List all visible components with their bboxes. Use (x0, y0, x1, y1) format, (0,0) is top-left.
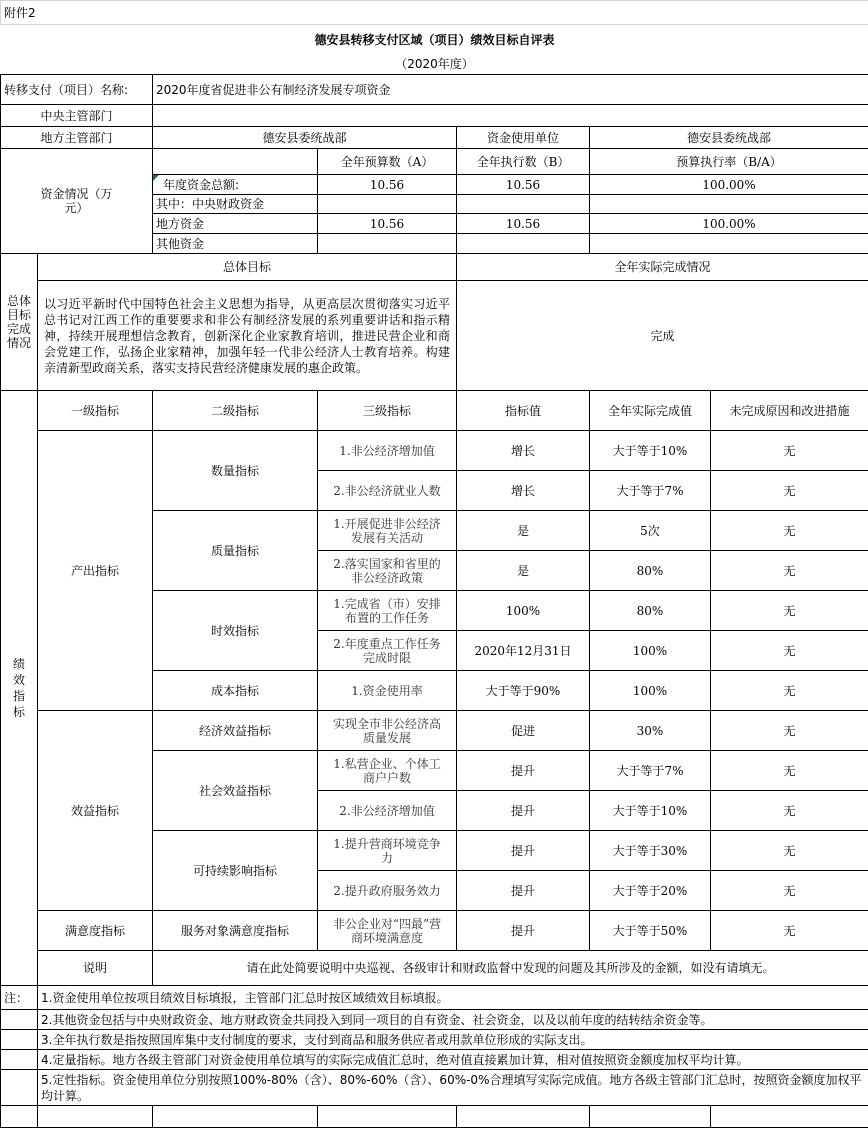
fund-unit-value: 德安县委统战部 (590, 127, 868, 149)
indicator-level3: 2.落实国家和省里的非公经济政策 (318, 551, 457, 591)
indicator-level3: 1.非公经济增加值 (318, 431, 457, 471)
indicator-target: 增长 (457, 471, 590, 511)
indicator-actual: 30% (590, 711, 711, 751)
funds-row-rate: 100.00% (590, 175, 868, 195)
indicator-level3: 2.非公经济就业人数 (318, 471, 457, 511)
indicator-target: 是 (457, 551, 590, 591)
footnote-item: 5.定性指标。资金使用单位分别按照100%-80%（含）、80%-60%（含）、60%-0%合理填写实际完成值。地方各级主管部门汇总时，按照资金额度加权平均计算。 (38, 1070, 868, 1106)
funds-row-executed (457, 195, 590, 214)
indicators-header: 一级指标 (38, 391, 153, 431)
local-dept-label: 地方主管部门 (1, 127, 153, 149)
project-name-label: 转移支付（项目）名称: (1, 75, 153, 105)
indicator-level3: 1.提升营商环境竞争力 (318, 831, 457, 871)
funds-row-name: 地方资金 (153, 214, 318, 234)
indicator-level3: 2.非公经济增加值 (318, 791, 457, 831)
indicator-target: 提升 (457, 751, 590, 791)
indicator-level1: 效益指标 (38, 711, 153, 911)
indicator-level2: 数量指标 (153, 431, 318, 511)
indicator-level1: 满意度指标 (38, 911, 153, 951)
indicator-level2: 可持续影响指标 (153, 831, 318, 911)
funds-row-budget: 10.56 (318, 214, 457, 234)
indicator-reason: 无 (711, 831, 868, 871)
indicator-actual: 80% (590, 591, 711, 631)
indicators-header: 未完成原因和改进措施 (711, 391, 868, 431)
indicator-reason: 无 (711, 871, 868, 911)
indicator-level3: 非公企业对“四最”营商环境满意度 (318, 911, 457, 951)
indicator-actual: 100% (590, 631, 711, 671)
indicators-label: 绩效指标 (1, 391, 38, 986)
footnotes-label: 注： (1, 986, 38, 1010)
funds-row-rate (590, 195, 868, 214)
indicator-actual: 大于等于7% (590, 751, 711, 791)
indicator-target: 2020年12月31日 (457, 631, 590, 671)
indicator-actual: 100% (590, 671, 711, 711)
indicator-reason: 无 (711, 671, 868, 711)
indicator-actual: 80% (590, 551, 711, 591)
indicator-reason: 无 (711, 551, 868, 591)
indicator-target: 100% (457, 591, 590, 631)
report-year: （2020年度） (395, 57, 474, 72)
indicator-level2: 经济效益指标 (153, 711, 318, 751)
funds-row-name: 年度资金总额: (153, 175, 318, 195)
page-title: 德安县转移支付区域（项目）绩效目标自评表 (314, 32, 555, 47)
indicator-target: 促进 (457, 711, 590, 751)
funds-row-budget (318, 234, 457, 254)
indicator-level3: 1.完成省（市）安排布置的工作任务 (318, 591, 457, 631)
footnote-item: 2.其他资金包括与中央财政资金、地方财政资金共同投入到同一项目的自有资金、社会资金，以及以前年度的结转结余资金等。 (38, 1010, 868, 1030)
indicator-target: 大于等于90% (457, 671, 590, 711)
funds-row-name: 其中：中央财政资金 (153, 195, 318, 214)
local-dept-value: 德安县委统战部 (153, 127, 457, 149)
indicator-reason: 无 (711, 791, 868, 831)
indicator-level3: 1.私营企业、个体工商户户数 (318, 751, 457, 791)
indicator-reason: 无 (711, 751, 868, 791)
indicator-actual: 大于等于30% (590, 831, 711, 871)
indicator-target: 是 (457, 511, 590, 551)
indicator-reason: 无 (711, 431, 868, 471)
goal-actual-value: 完成 (457, 281, 868, 391)
indicator-reason: 无 (711, 471, 868, 511)
goal-actual-header: 全年实际完成情况 (457, 254, 868, 281)
indicator-actual: 大于等于10% (590, 791, 711, 831)
footnote-item: 3.全年执行数是指按照国库集中支付制度的要求，支付到商品和服务供应者或用款单位形成的实际支出。 (38, 1030, 868, 1050)
project-name-value: 2020年度省促进非公有制经济发展专项资金 (153, 75, 868, 105)
goal-label: 总体目标完成情况 (1, 254, 38, 391)
indicator-level3: 1.资金使用率 (318, 671, 457, 711)
funds-header-executed: 全年执行数（B） (457, 149, 590, 175)
indicator-target: 提升 (457, 911, 590, 951)
indicator-actual: 大于等于10% (590, 431, 711, 471)
goal-text: 以习近平新时代中国特色社会主义思想为指导，从更高层次贯彻落实习近平总书记对江西工作的重要要求和非公有制经济发展的系列重要讲话和指示精神，持续开展理想信念教育，创新深化企业家教育培训，推进民营企业和商会党建工作，弘扬企业家精神，加强年轻一代非公经济人士教育培养。构建亲清新型政商关系，落实支持民营经济健康发展的惠企政策。 (38, 281, 457, 391)
indicators-header: 全年实际完成值 (590, 391, 711, 431)
indicator-reason: 无 (711, 511, 868, 551)
indicator-target: 提升 (457, 831, 590, 871)
indicator-reason: 无 (711, 631, 868, 671)
indicator-level2: 质量指标 (153, 511, 318, 591)
funds-row-budget: 10.56 (318, 175, 457, 195)
footnote-item: 4.定量指标。地方各级主管部门对资金使用单位填写的实际完成值汇总时，绝对值直接累加计算，相对值按照资金额度加权平均计算。 (38, 1050, 868, 1070)
funds-row-rate (590, 234, 868, 254)
indicator-target: 提升 (457, 871, 590, 911)
indicator-actual: 大于等于20% (590, 871, 711, 911)
indicator-target: 提升 (457, 791, 590, 831)
indicator-level3: 实现全市非公经济高质量发展 (318, 711, 457, 751)
indicator-reason: 无 (711, 911, 868, 951)
funds-row-budget (318, 195, 457, 214)
indicator-level2: 时效指标 (153, 591, 318, 671)
indicators-header: 二级指标 (153, 391, 318, 431)
note-text: 请在此处简要说明中央巡视、各级审计和财政监督中发现的问题及其所涉及的金额，如没有请填无。 (153, 951, 868, 986)
indicators-header: 指标值 (457, 391, 590, 431)
indicator-actual: 大于等于50% (590, 911, 711, 951)
indicator-reason: 无 (711, 591, 868, 631)
indicator-reason: 无 (711, 711, 868, 751)
indicator-level1: 产出指标 (38, 431, 153, 711)
funds-row-executed: 10.56 (457, 175, 590, 195)
funds-row-executed (457, 234, 590, 254)
indicator-actual: 5次 (590, 511, 711, 551)
indicator-level3: 2.提升政府服务效力 (318, 871, 457, 911)
central-dept-label: 中央主管部门 (1, 105, 153, 127)
indicator-level2: 成本指标 (153, 671, 318, 711)
goal-header: 总体目标 (38, 254, 457, 281)
indicator-level3: 2.年度重点工作任务完成时限 (318, 631, 457, 671)
indicator-target: 增长 (457, 431, 590, 471)
funds-header-budget: 全年预算数（A） (318, 149, 457, 175)
indicator-level3: 1.开展促进非公经济发展有关活动 (318, 511, 457, 551)
central-dept-value (153, 105, 868, 127)
fund-unit-label: 资金使用单位 (457, 127, 590, 149)
indicator-level2: 服务对象满意度指标 (153, 911, 318, 951)
funds-row-rate: 100.00% (590, 214, 868, 234)
funds-header-rate: 预算执行率（B/A） (590, 149, 868, 175)
note-label: 说明 (38, 951, 153, 986)
attachment-label: 附件2 (1, 1, 868, 25)
footnote-item: 1.资金使用单位按项目绩效目标填报，主管部门汇总时按区域绩效目标填报。 (38, 986, 868, 1010)
indicators-header: 三级指标 (318, 391, 457, 431)
funds-row-executed: 10.56 (457, 214, 590, 234)
indicator-actual: 大于等于7% (590, 471, 711, 511)
indicator-level2: 社会效益指标 (153, 751, 318, 831)
funds-row-name: 其他资金 (153, 234, 318, 254)
funds-label: 资金情况（万元） (1, 149, 153, 254)
